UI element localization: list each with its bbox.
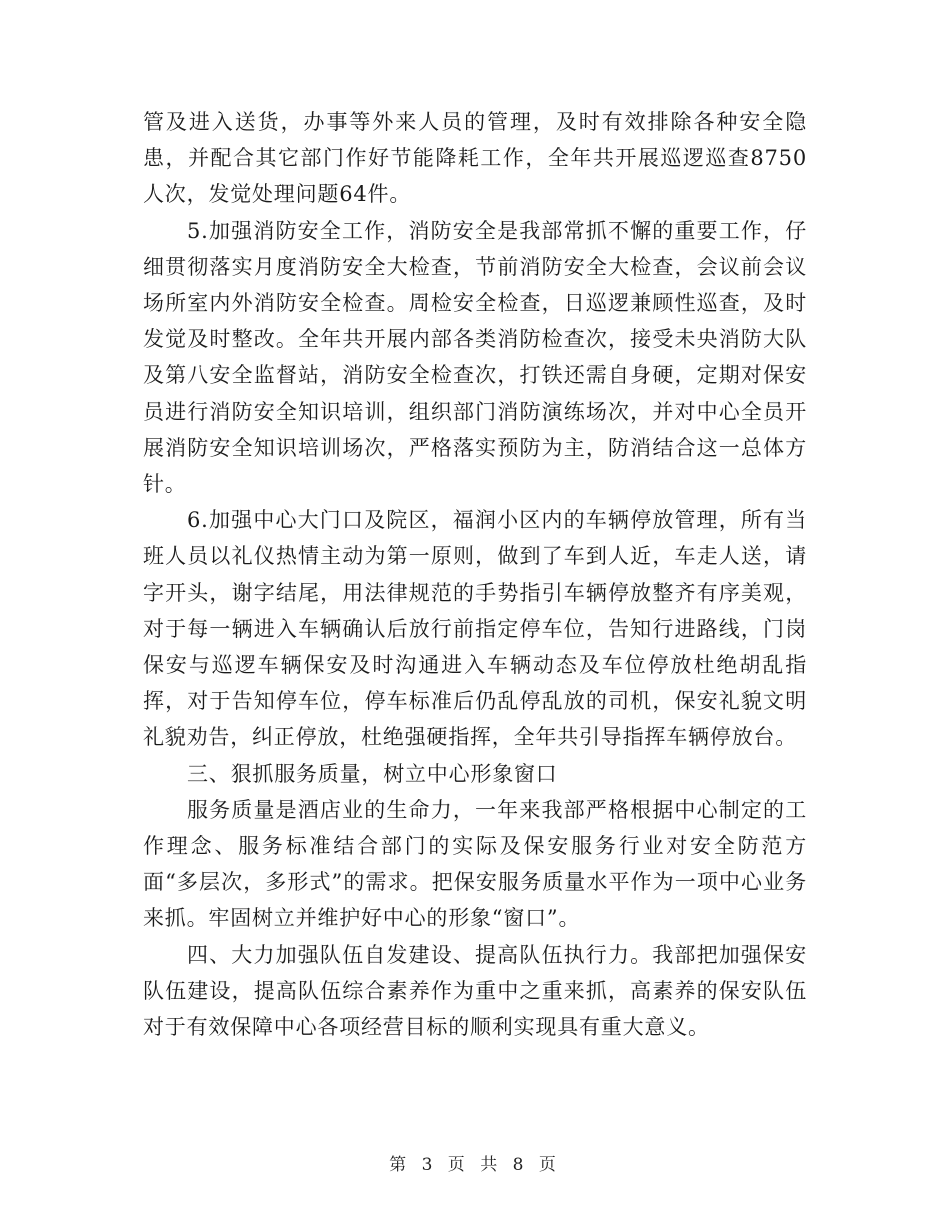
paragraph-item-5: 5.加强消防安全工作，消防安全是我部常抓不懈的重要工作，仔细贯彻落实月度消防安全大检查，节前消防安全大检查，会议前会议场所室内外消防安全检查。周检安全检查，日巡逻兼顾性巡查，及时发觉及时整改。全年共开展内部各类消防检查次，接受未央消防大队及第八安全监督站，消防安全检查次，打铁还需自身硬，定期对保安员进行消防安全知识培训，组织部门消防演练场次，并对中心全员开展消防安全知识培训场次，严格落实预防为主，防消结合这一总体方针。: [143, 218, 807, 497]
page-number-footer: 第 3 页 共 8 页: [389, 1155, 561, 1175]
section-3-heading: 三、狠抓服务质量，树立中心形象窗口: [187, 761, 558, 786]
paragraph-section-4: 四、大力加强队伍自发建设、提高队伍执行力。我部把加强保安队伍建设，提高队伍综合素养作为重中之重来抓，高素养的保安队伍对于有效保障中心各项经营目标的顺利实现具有重大意义。: [143, 942, 807, 1040]
paragraph-item-6: 6.加强中心大门口及院区，福润小区内的车辆停放管理，所有当班人员以礼仪热情主动为第一原则，做到了车到人近，车走人送，请字开头，谢字结尾，用法律规范的手势指引车辆停放整齐有序美观，对于每一辆进入车辆确认后放行前指定停车位，告知行进路线，门岗保安与巡逻车辆保安及时沟通进入车辆动态及车位停放杜绝胡乱指挥，对于告知停车位，停车标准后仍乱停乱放的司机，保安礼貌文明礼貌劝告，纠正停放，杜绝强硬指挥，全年共引导指挥车辆停放台。: [143, 508, 807, 750]
document-body: [143, 104, 807, 1045]
paragraph-section-3-body: 服务质量是酒店业的生命力，一年来我部严格根据中心制定的工作理念、服务标准结合部门的实际及保安服务行业对安全防范方面“多层次，多形式”的需求。把保安服务质量水平作为一项中心业务来抓。牢固树立并维护好中心的形象“窗口”。: [143, 797, 807, 931]
paragraph-continuation: 管及进入送货，办事等外来人员的管理，及时有效排除各种安全隐患，并配合其它部门作好节能降耗工作，全年共开展巡逻巡查8750人次，发觉处理问题64件。: [143, 110, 807, 207]
